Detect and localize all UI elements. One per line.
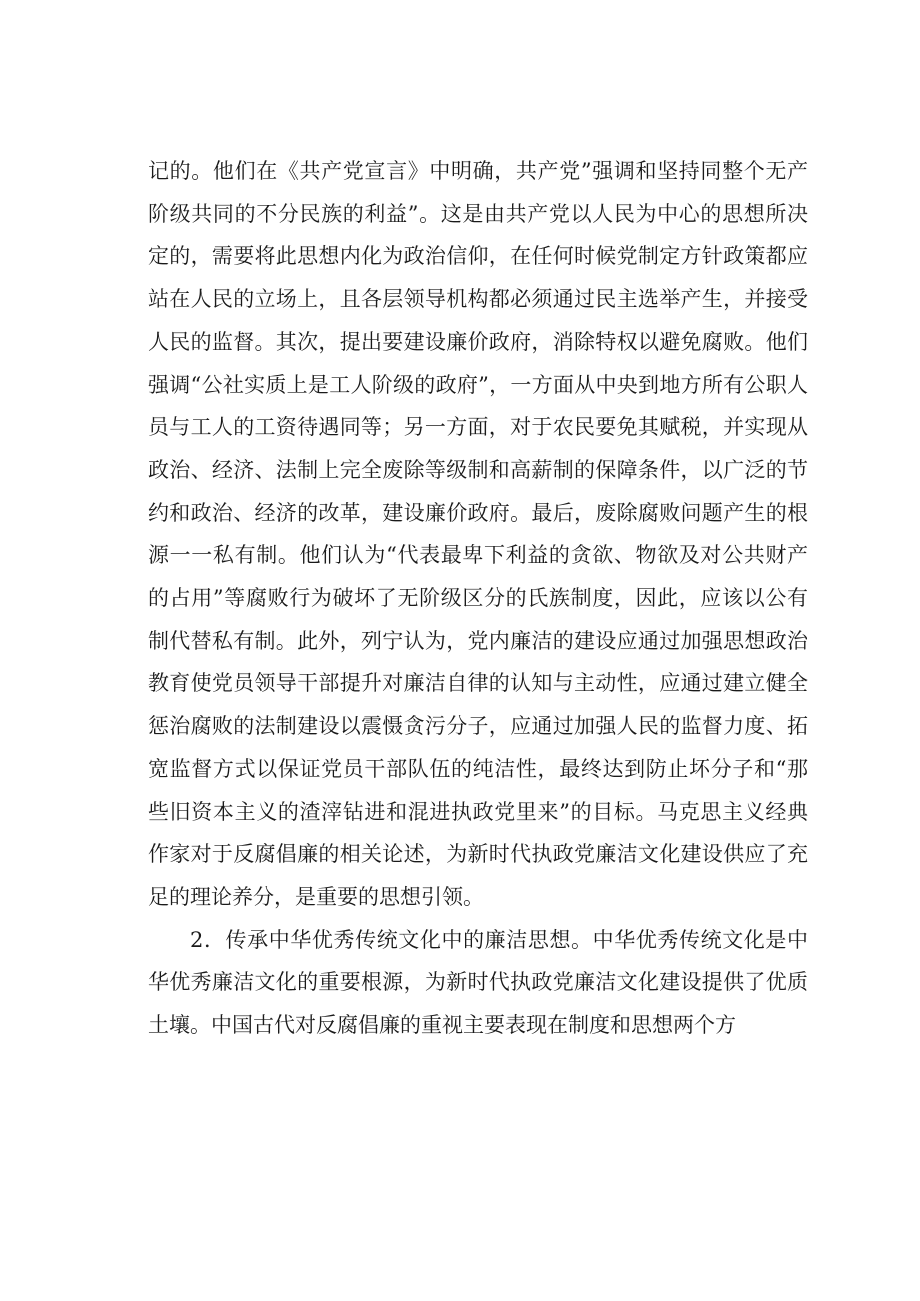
document-body [148, 150, 808, 1047]
paragraph-continuation: 记的。他们在《共产党宣言》中明确，共产党”强调和坚持同整个无产阶级共同的不分民族的利益”。这是由共产党以人民为中心的思想所决定的，需要将此思想内化为政治信仰，在任何时候党制定方针政策都应站在人民的立场上，且各层领导机构都必须通过民主选举产生，并接受人民的监督。其次，提出要建设廉价政府，消除特权以避免腐败。他们强调“公社实质上是工人阶级的政府”，一方面从中央到地方所有公职人员与工人的工资待遇同等；另一方面，对于农民要免其赋税，并实现从政治、经济、法制上完全废除等级制和高薪制的保障条件，以广泛的节约和政治、经济的改革，建设廉价政府。最后，废除腐败问题产生的根源一一私有制。他们认为“代表最卑下利益的贪欲、物欲及对公共财产的占用”等腐败行为破坏了无阶级区分的氏族制度，因此，应该以公有制代替私有制。此外，列宁认为，党内廉洁的建设应通过加强思想政治教育使党员领导干部提升对廉洁自律的认知与主动性，应通过建立健全惩治腐败的法制建设以震慑贪污分子，应通过加强人民的监督力度、拓宽监督方式以保证党员干部队伍的纯洁性，最终达到防止坏分子和“那些旧资本主义的渣滓钻进和混进执政党里来”的目标。马克思主义经典作家对于反腐倡廉的相关论述，为新时代执政党廉洁文化建设供应了充足的理论养分，是重要的思想引领。 [148, 159, 808, 909]
paragraph-section-2: 2．传承中华优秀传统文化中的廉洁思想。中华优秀传统文化是中华优秀廉洁文化的重要根源，为新时代执政党廉洁文化建设提供了优质土壤。中国古代对反腐倡廉的重视主要表现在制度和思想两个方 [148, 927, 808, 1038]
